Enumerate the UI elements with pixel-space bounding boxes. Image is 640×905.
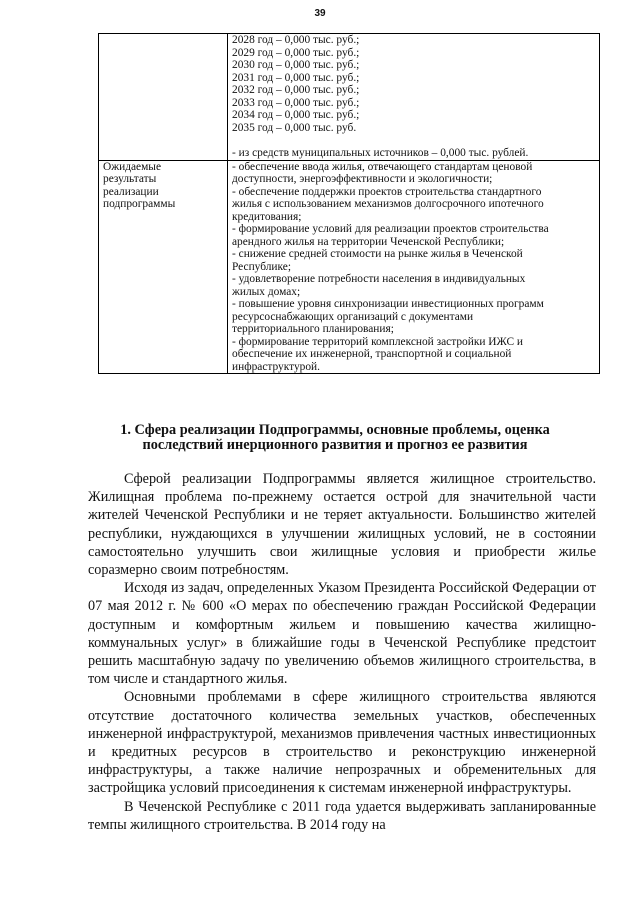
- result-line: - обеспечение поддержки проектов строительства стандартного: [232, 185, 542, 198]
- row-label-line: результаты: [103, 173, 157, 185]
- spacer: [232, 134, 595, 147]
- row-label-line: реализации: [103, 185, 159, 198]
- funding-year-line: 2035 год – 0,000 тыс. руб.: [232, 121, 357, 134]
- section-heading-line: 1. Сфера реализации Подпрограммы, основные проблемы, оценка: [120, 422, 550, 438]
- result-line: - формирование условий для реализации проектов строительства: [232, 223, 549, 235]
- result-line: - формирование территорий комплексной застройки ИЖС и: [232, 335, 523, 348]
- paragraph: В Чеченской Республике с 2011 года удается выдерживать запланированные темпы жилищного строительства. В 2014 году на: [88, 798, 596, 833]
- section-heading: [70, 423, 600, 453]
- paragraph: Основными проблемами в сфере жилищного строительства являются отсутствие достаточного количества земельных участков, обеспеченных инженерной инфраструктурой, механизмов привлечения частных инвестиционных и кредитных ресурсов в строительство и реконструкцию инженерной инфраструктуры, а также наличие непрозрачных и обременительных для застройщика условий присоединения к системам инженерной инфраструктуры.: [88, 689, 596, 797]
- result-line: Республике;: [232, 260, 291, 273]
- subprogram-passport-table: [98, 33, 600, 374]
- result-line: ресурсоснабжающих организаций с документами: [232, 310, 474, 323]
- result-line: - удовлетворение потребности населения в индивидуальных: [232, 273, 526, 285]
- result-line: - обеспечение ввода жилья, отвечающего стандартам ценовой: [232, 160, 533, 173]
- table-cell-label: [99, 160, 228, 374]
- result-line: доступности, энергоэффективности и экологичности;: [232, 173, 493, 185]
- row-label-line: Ожидаемые: [103, 160, 162, 173]
- section-heading-line: последствий инерционного развития и прогноз ее развития: [142, 437, 528, 453]
- result-line: территориального планирования;: [232, 323, 394, 335]
- result-line: жилых домах;: [232, 285, 301, 298]
- result-line: инфраструктурой.: [232, 360, 320, 373]
- result-line: арендного жилья на территории Чеченской Республики;: [232, 235, 505, 248]
- table-row: [99, 160, 600, 374]
- section-body: [88, 470, 596, 834]
- row-label-line: подпрограммы: [103, 198, 176, 210]
- funding-year-line: 2033 год – 0,000 тыс. руб.;: [232, 96, 360, 109]
- funding-year-line: 2029 год – 0,000 тыс. руб.;: [232, 46, 360, 59]
- funding-year-line: 2034 год – 0,000 тыс. руб.;: [232, 109, 360, 121]
- funding-year-line: 2032 год – 0,000 тыс. руб.;: [232, 84, 360, 96]
- funding-municipal-line: - из средств муниципальных источников – 0,000 тыс. рублей.: [232, 147, 529, 159]
- page-number: 39: [314, 8, 326, 19]
- funding-year-line: 2031 год – 0,000 тыс. руб.;: [232, 71, 360, 84]
- result-line: жилья с использованием механизмов долгосрочного ипотечного: [232, 198, 544, 210]
- table-cell-expected-results: [228, 160, 600, 374]
- funding-year-line: 2028 год – 0,000 тыс. руб.;: [232, 34, 360, 46]
- paragraph: Сферой реализации Подпрограммы является жилищное строительство. Жилищная проблема по-прежнему остается острой для значительной части жителей Чеченской Республики и не теряет актуальности. Большинство жителей республики, нуждающихся в улучшении жилищных условий, не в состоянии самостоятельно улучшить свои жилищные условия и приобрести жилье соразмерно своим потребностям.: [88, 471, 596, 579]
- result-line: - повышение уровня синхронизации инвестиционных программ: [232, 298, 544, 310]
- result-line: обеспечение их инженерной, транспортной и социальной: [232, 348, 512, 360]
- result-line: - снижение средней стоимости на рынке жилья в Чеченской: [232, 248, 523, 260]
- table-cell-funding-by-year: [228, 34, 600, 161]
- paragraph: Исходя из задач, определенных Указом Президента Российской Федерации от 07 мая 2012 г. № 600 «О мерах по обеспечению граждан Российской Федерации доступным и комфортным жильем и повышению качества жилищно-коммунальных услуг» в ближайшие годы в Чеченской Республике предстоит решить масштабную задачу по увеличению объемов жилищного строительства, в том числе и стандартного жилья.: [88, 580, 596, 688]
- result-line: кредитования;: [232, 210, 302, 223]
- table-row: [99, 34, 600, 161]
- funding-year-line: 2030 год – 0,000 тыс. руб.;: [232, 59, 360, 71]
- table-cell-label-empty: [99, 34, 228, 161]
